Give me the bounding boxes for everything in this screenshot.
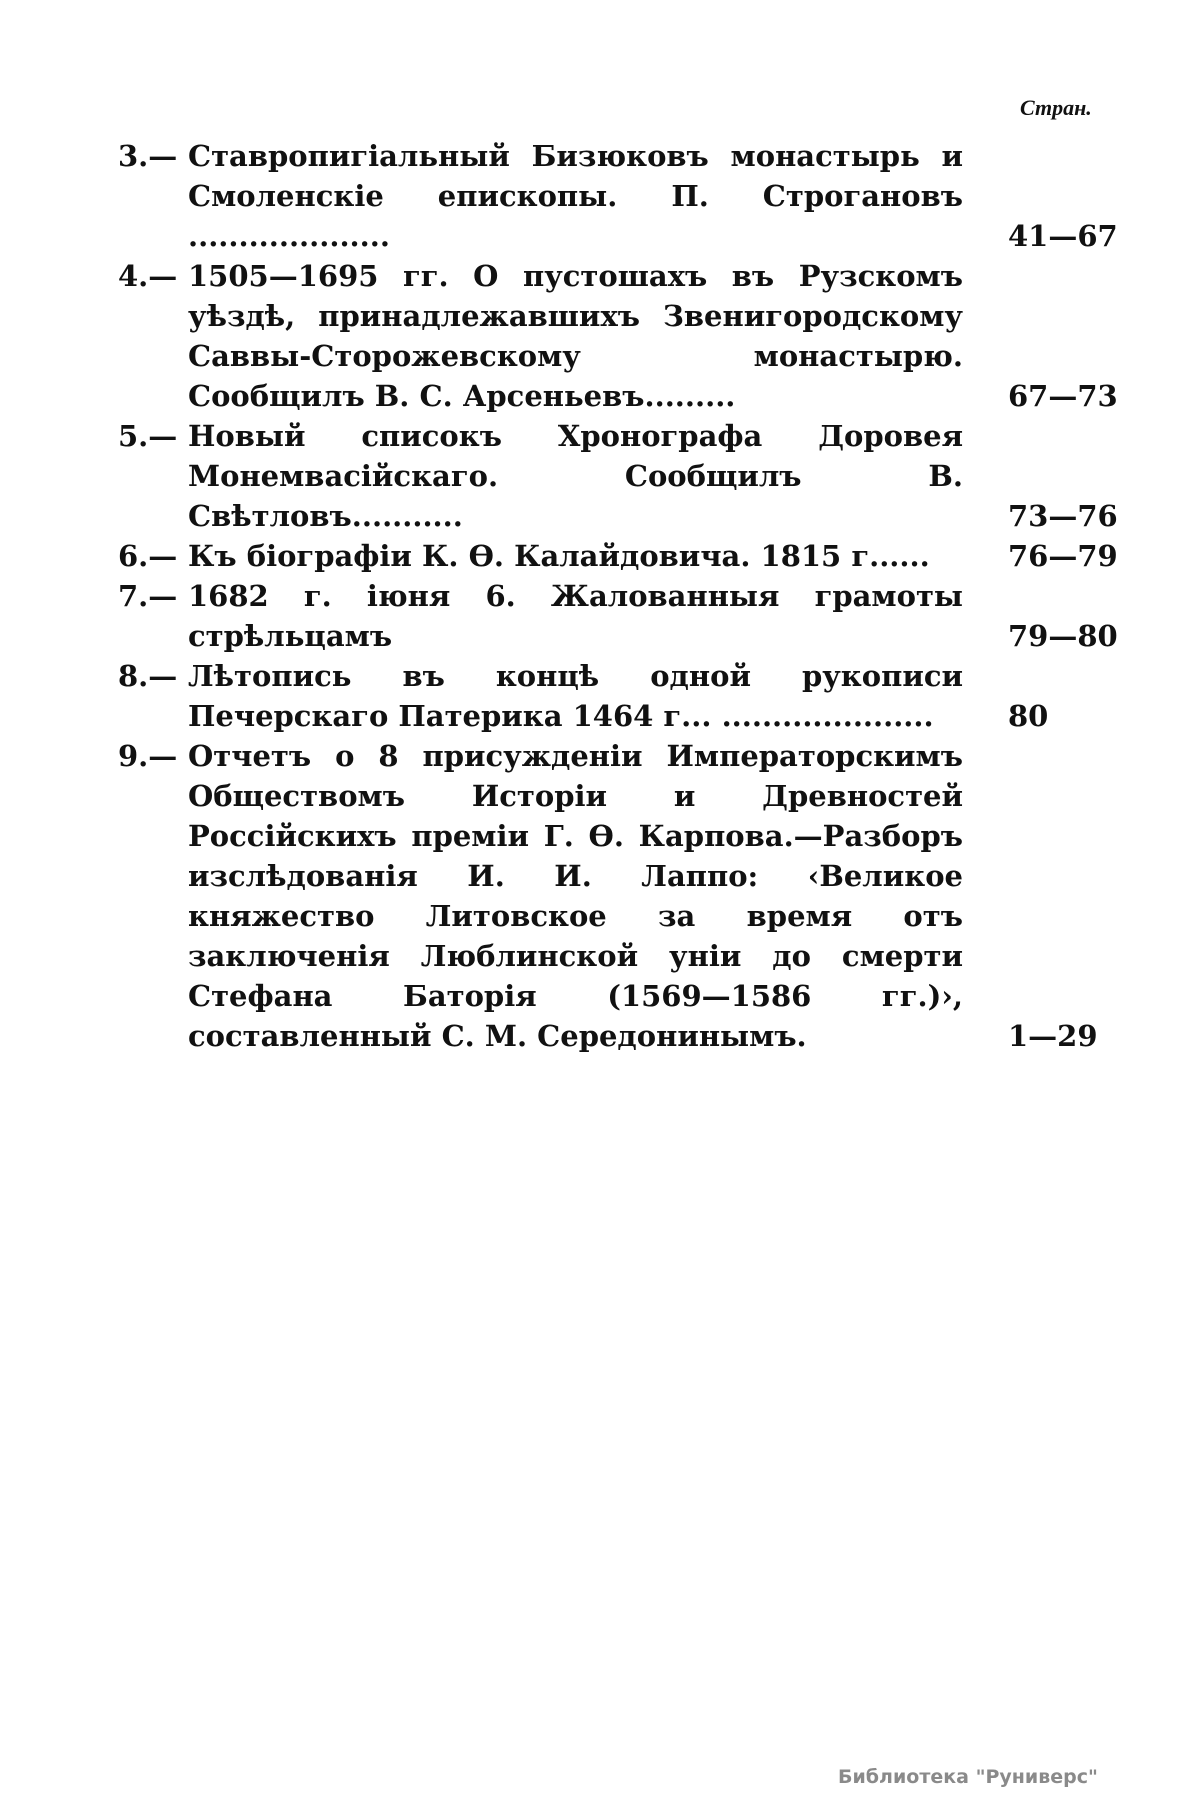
- entry-number: 3.—: [118, 139, 178, 173]
- table-of-contents: [0, 136, 1200, 1056]
- entry-pages: 73—76: [1008, 499, 1118, 533]
- pages-column-header: Стран.: [1020, 95, 1092, 120]
- entry-pages: 1—29: [1008, 1019, 1098, 1053]
- entry-number: 7.—: [118, 579, 178, 613]
- entry-pages: 80: [1008, 699, 1049, 733]
- entry-title: Отчетъ о 8 присужденіи Императорскимъ Обществомъ Исторіи и Древностей Россійскихъ преміи Г. Ѳ. Карпова.—Разборъ изслѣдованія И. И. Лаппо: ‹Великое княжество Литовское за время отъ заключенія Люблинской уніи до смерти Стефана Баторія (1569—1586 гг.)›, составленный С. М. Середонинымъ.: [188, 739, 963, 1053]
- toc-entry: [0, 736, 1200, 1056]
- entry-pages: 67—73: [1008, 379, 1118, 413]
- entry-title: Ставропигіальный Бизюковъ монастырь и Смоленскіе епископы. П. Строгановъ ....................: [188, 139, 963, 253]
- entry-number: 5.—: [118, 419, 178, 453]
- entry-number: 4.—: [118, 259, 178, 293]
- toc-entry: [0, 576, 1200, 656]
- entry-title: 1682 г. іюня 6. Жалованныя грамоты стрѣльцамъ: [188, 579, 963, 653]
- entry-number: 8.—: [118, 659, 178, 693]
- entry-pages: 79—80: [1008, 619, 1118, 653]
- toc-entry: [0, 416, 1200, 536]
- entry-number: 6.—: [118, 539, 178, 573]
- toc-entry: [0, 256, 1200, 416]
- toc-entry: [0, 656, 1200, 736]
- entry-pages: 41—67: [1008, 219, 1118, 253]
- entry-pages: 76—79: [1008, 539, 1118, 573]
- entry-title: Лѣтопись въ концѣ одной рукописи Печерскаго Патерика 1464 г... .....................: [188, 659, 963, 733]
- entry-number: 9.—: [118, 739, 178, 773]
- toc-entry: [0, 536, 1200, 576]
- toc-entry: [0, 136, 1200, 256]
- entry-title: Къ біографіи К. Ѳ. Калайдовича. 1815 г......: [188, 539, 930, 573]
- entry-title: 1505—1695 гг. О пустошахъ въ Рузскомъ уѣздѣ, принадлежавшихъ Звенигородскому Саввы-Сторожевскому монастырю. Сообщилъ В. С. Арсеньевъ.........: [188, 259, 963, 413]
- entry-title: Новый списокъ Хронографа Доровея Монемвасійскаго. Сообщилъ В. Свѣтловъ...........: [188, 419, 963, 533]
- library-watermark: Библиотека "Руниверс": [838, 1766, 1098, 1788]
